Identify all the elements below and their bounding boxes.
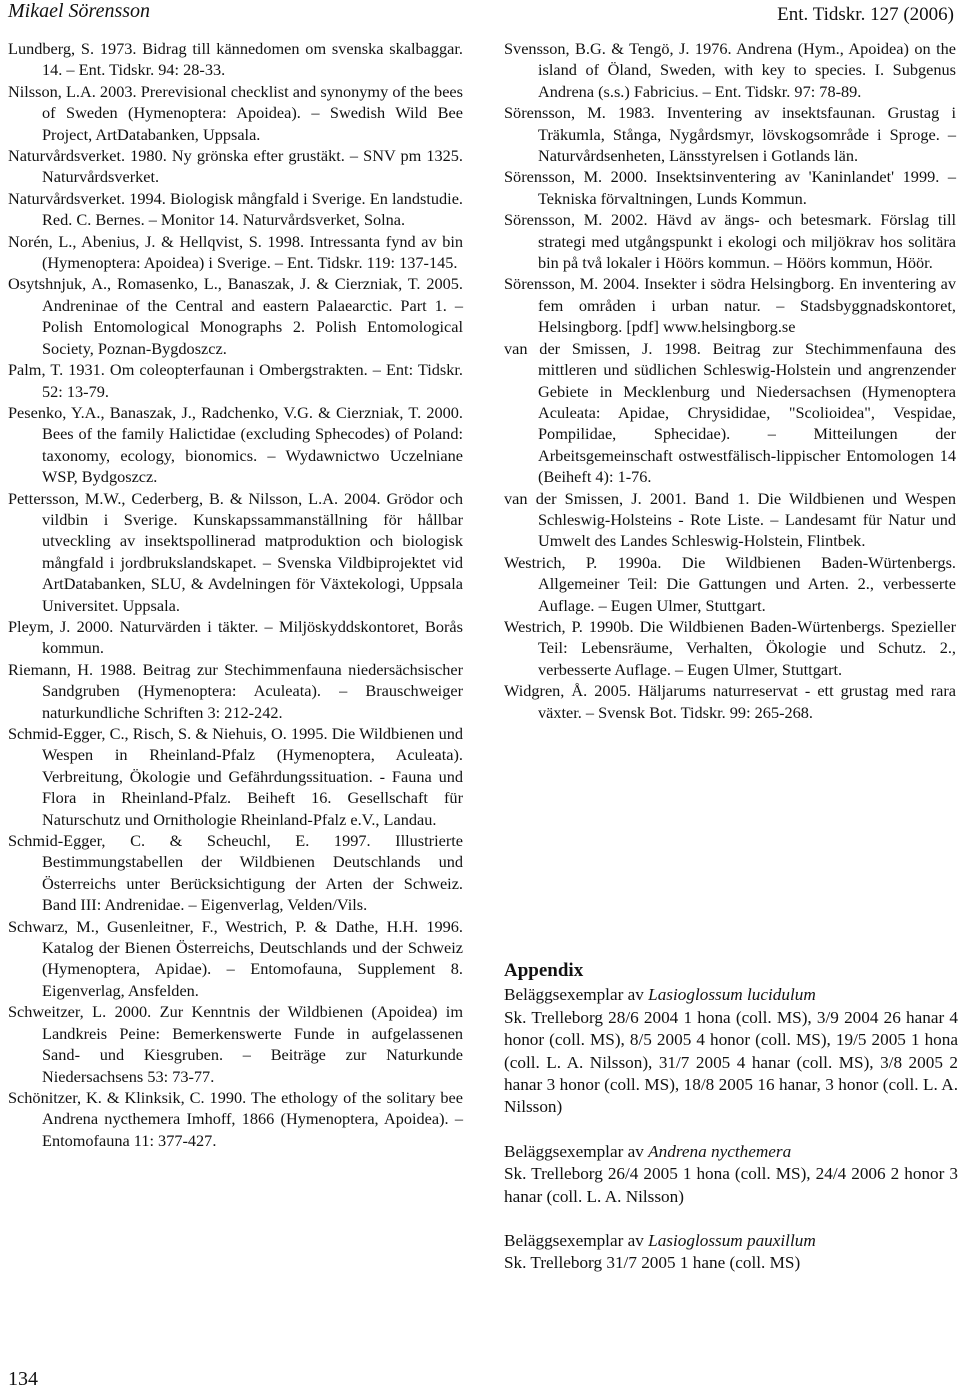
reference-entry: Sörensson, M. 2004. Insekter i södra Helsingborg. En inventering av fem områden i urban natur. – Stadsbyggnadskontoret, Helsingborg. [pdf] www.helsingborg.se xyxy=(504,274,956,337)
reference-entry: Naturvårdsverket. 1980. Ny grönska efter grustäkt. – SNV pm 1325. Naturvårdsverket. xyxy=(8,146,463,187)
reference-entry: Schmid-Egger, C., Risch, S. & Niehuis, O. 1995. Die Wildbienen und Wespen in Rheinland-Pfalz (Hymenoptera, Aculeata). Verbreitung, Ökologie und Gefährdungssituation. - Fauna und Flora in Rheinland-Pfalz. Beiheft 16. Gesellschaft für Naturschutz und Ornithologie Rheinland-Pfalz e.V., Landau. xyxy=(8,724,463,829)
reference-entry: Pettersson, M.W., Cederberg, B. & Nilsson, L.A. 2004. Grödor och vildbin i Sverige. Kunskapssammanställning för hållbar utveckling av insektspollinerad matproduktion och biologisk mångfald i jordbrukslandskapet. – Svenska Vildbiprojektet vid ArtDatabanken, SLU, & Avdelningen för Växtekologi, Uppsala Universitet. Uppsala. xyxy=(8,488,463,615)
heading-prefix: Beläggsexemplar av xyxy=(504,985,649,1005)
appendix-block-heading xyxy=(504,1230,958,1252)
appendix-block xyxy=(504,1141,958,1208)
reference-entry: Palm, T. 1931. Om coleopterfaunan i Ombergstrakten. – Ent: Tidskr. 52: 13-79. xyxy=(8,360,463,401)
appendix-block xyxy=(504,984,958,1118)
reference-entry: Schönitzer, K. & Klinksik, C. 1990. The ethology of the solitary bee Andrena nycthemera Imhoff, 1866 (Hymenoptera, Apoidea). – Entomofauna 11: 377-427. xyxy=(8,1087,463,1150)
running-header-author: Mikael Sörensson xyxy=(8,0,151,22)
appendix-section xyxy=(504,960,958,1297)
reference-entry: Schmid-Egger, C. & Scheuchl, E. 1997. Illustrierte Bestimmungstabellen der Wildbienen Deutschlands und Österreichs unter Berücksichtigung der Arten der Schweiz. Band III: Andrenidae. – Eigenverlag, Velden/Vils. xyxy=(8,831,463,915)
reference-entry: van der Smissen, J. 2001. Band 1. Die Wildbienen und Wespen Schleswig-Holsteins - Rote Liste. – Landesamt für Natur und Umwelt des Landes Schleswig-Holstein, Flintbek. xyxy=(504,488,956,551)
species-name: Lasioglossum pauxillum xyxy=(648,1231,816,1251)
reference-entry: Pesenko, Y.A., Banaszak, J., Radchenko, V.G. & Cierzniak, T. 2000. Bees of the family Halictidae (excluding Sphecodes) of Poland: taxonomy, ecology, bionomics. – Wydawnictwo Uczelniane WSP, Bydgoszcz. xyxy=(8,402,463,487)
heading-prefix: Beläggsexemplar av xyxy=(504,1141,649,1161)
reference-column-left xyxy=(8,38,463,1151)
appendix-block-heading xyxy=(504,1141,958,1163)
reference-entry: Pleym, J. 2000. Naturvärden i täkter. – Miljöskyddskontoret, Borås kommun. xyxy=(8,616,463,658)
reference-entry: Lundberg, S. 1973. Bidrag till kännedomen om svenska skalbaggar. 14. – Ent. Tidskr. 94: 28-33. xyxy=(8,39,463,80)
appendix-block-body: Sk. Trelleborg 28/6 2004 1 hona (coll. MS), 3/9 2004 26 hanar 4 honor (coll. MS), 8/5 2005 4 honor (coll. MS), 19/5 2005 1 hona (coll. L. A. Nilsson), 31/7 2005 4 hanar (coll. MS), 3/8 2005 2 hanar 3 honor (coll. MS), 18/8 2005 16 hanar, 3 honor (coll. L. A. Nilsson) xyxy=(504,1007,958,1117)
reference-entry: Naturvårdsverket. 1994. Biologisk mångfald i Sverige. En landstudie. Red. C. Bernes. – Monitor 14. Naturvårdsverket, Solna. xyxy=(8,188,463,230)
appendix-block-body: Sk. Trelleborg 31/7 2005 1 hane (coll. MS) xyxy=(504,1253,801,1273)
page-number: 134 xyxy=(8,1368,38,1390)
reference-entry: Sörensson, M. 2002. Hävd av ängs- och betesmark. Förslag till strategi med utgångspunkt i ekologi och miljökrav hos solitära bin på två lokaler i Höörs kommun. – Höörs kommun, Höör. xyxy=(504,210,956,273)
reference-entry: Schwarz, M., Gusenleitner, F., Westrich, P. & Dathe, H.H. 1996. Katalog der Bienen Österreichs, Deutschlands und der Schweiz (Hymenoptera, Apidae). – Entomofauna, Supplement 8. Eigenverlag, Ansfelden. xyxy=(8,916,463,1000)
reference-entry: Sörensson, M. 2000. Insektsinventering av 'Kaninlandet' 1999. – Tekniska förvaltningen, Lunds Kommun. xyxy=(504,167,956,208)
reference-entry: Sörensson, M. 1983. Inventering av insektsfaunan. Grustag i Träkumla, Stånga, Nygårdsmyr, lövskogsområde i Sproge. – Naturvårdsenheten, Länsstyrelsen i Gotlands län. xyxy=(504,103,956,166)
reference-entry: Westrich, P. 1990b. Die Wildbienen Baden-Würtenbergs. Spezieller Teil: Lebensräume, Verhalten, Ökologie und Schutz. 2., verbesserte Auflage. – Eugen Ulmer, Stuttgart. xyxy=(504,616,956,679)
species-name: Andrena nycthemera xyxy=(648,1141,792,1161)
reference-column-right xyxy=(504,38,956,723)
heading-prefix: Beläggsexemplar av xyxy=(504,1231,649,1251)
reference-entry: Schweitzer, L. 2000. Zur Kenntnis der Wildbienen (Apoidea) im Landkreis Peine: Bemerkenswerte Funde in aufgelassenen Sand- und Kiesgruben. – Beiträge zur Naturkunde Niedersachsens 53: 73-77. xyxy=(8,1002,463,1086)
appendix-block xyxy=(504,1230,958,1275)
reference-entry: van der Smissen, J. 1998. Beitrag zur Stechimmenfauna des mittleren und südlichen Schleswig-Holstein und angrenzender Gebiete in Mecklenburg und Niedersachsen (Hymenoptera Aculeata: Apidae, Chrysididae, "Scolioidea", Vespidae, Pompilidae, Sphecidae). – Mitteilungen der Arbeitsgemeinschaft ostwestfälisch-lippischer Entomologen 14 (Beiheft 4): 1-76. xyxy=(504,338,956,487)
reference-entry: Widgren, Å. 2005. Häljarums naturreservat - ett grustag med rara växter. – Svensk Bot. Tidskr. 99: 265-268. xyxy=(504,681,956,722)
reference-entry: Osytshnjuk, A., Romasenko, L., Banaszak, J. & Cierzniak, T. 2005. Andreninae of the Central and eastern Palaearctic. Part 1. – Polish Entomological Monographs 2. Polish Entomological Society, Poznan-Bygdoszcz. xyxy=(8,274,463,358)
appendix-block-body: Sk. Trelleborg 26/4 2005 1 hona (coll. MS), 24/4 2006 2 honor 3 hanar (coll. L. A. Nilsson) xyxy=(504,1164,958,1206)
reference-entry: Westrich, P. 1990a. Die Wildbienen Baden-Würtenbergs. Allgemeiner Teil: Die Gattungen und Arten. 2., verbesserte Auflage. – Eugen Ulmer, Stuttgart. xyxy=(504,552,956,615)
reference-entry: Norén, L., Abenius, J. & Hellqvist, S. 1998. Intressanta fynd av bin (Hymenoptera: Apoidea) i Sverige. – Ent. Tidskr. 119: 137-145. xyxy=(8,231,463,273)
reference-entry: Riemann, H. 1988. Beitrag zur Stechimmenfauna niedersächsischer Sandgruben (Hymenoptera: Aculeata). – Brauschweiger naturkundliche Schriften 3: 212-242. xyxy=(8,659,463,722)
reference-entry: Nilsson, L.A. 2003. Prerevisional checklist and synonymy of the bees of Sweden (Hymenoptera: Apoidea). – Swedish Wild Bee Project, ArtDatabanken, Uppsala. xyxy=(8,81,463,144)
species-name: Lasioglossum lucidulum xyxy=(648,985,816,1005)
appendix-block-heading xyxy=(504,984,958,1006)
appendix-title: Appendix xyxy=(504,960,584,981)
reference-entry: Svensson, B.G. & Tengö, J. 1976. Andrena (Hym., Apoidea) on the island of Öland, Sweden, with key to species. I. Subgenus Andrena (s.s.) Fabricius. – Ent. Tidskr. 97: 78-89. xyxy=(504,39,956,101)
running-header-journal: Ent. Tidskr. 127 (2006) xyxy=(777,4,954,25)
